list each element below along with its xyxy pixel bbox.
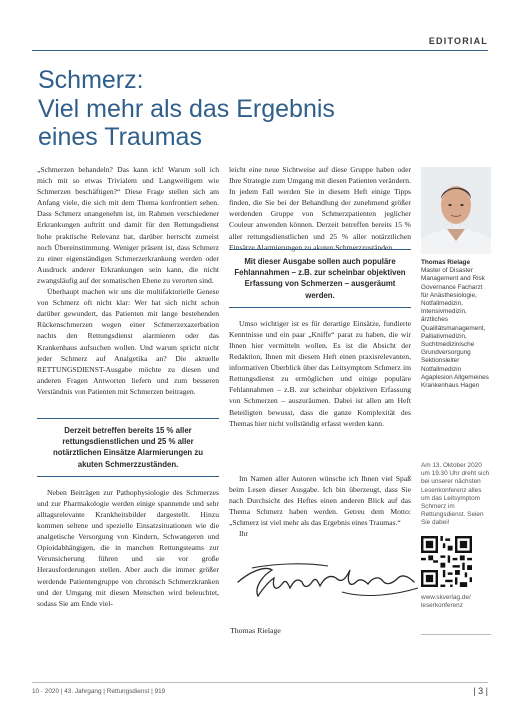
title-line-1: Schmerz: [38, 66, 144, 94]
paragraph: Neben Beiträgen zur Pathophysiologie des Schmerzes und zur Pharmakologie werden einige spannende und sehr alltagsrelevante Krankheitsbilder dargestellt. Hinzu kommen seltene und spezielle Einsatzsituationen wie die analgetische Versorgung von Kindern, Schwangeren und Opioidabhängigen, die in manchen Rettungsteams zur Verunsicherung führen und sie vor große Herausforderungen stellen. Aber auch die immer größer werdende Patientengruppe von chronisch Schmerzkranken und der Umgang mit diesen Menschen wird beleuchtet, sodass Sie am Ende viel- [37, 487, 219, 608]
article-column-2 [229, 164, 411, 539]
section-label: EDITORIAL [428, 36, 488, 46]
closing-word: Ihr [239, 529, 248, 539]
qr-code[interactable] [421, 536, 472, 587]
footer-issue-info: 10 · 2020 | 43. Jahrgang | Rettungsdienst | 919 [32, 688, 166, 695]
title-line-2: Viel mehr als das Ergebnis [38, 94, 335, 123]
pull-quote: Mit dieser Ausgabe sollen auch populäre Fehlannahmen – z.B. zur scheinbar objektiven Erfassung von Schmerzen – ausgeräumt werden. [229, 249, 411, 308]
bio-name: Thomas Rielage [421, 259, 471, 266]
paragraph: leicht eine neue Sichtweise auf diese Gruppe haben oder Ihre Strategie zum Umgang mit diesen Patienten verändern. In jedem Fall werden Sie in diesem Heft einige Tipps finden, die Sie bei der Behandlung der zunehmend größer werdenden Gruppe von Schmerzpatienten jeglicher Couleur anwenden können. Derzeit betreffen bereits 15 % aller rettungsdienstlichen und 25 % aller notärztlichen Einsätze Alarmierungen zu akuten Schmerzzuständen. [229, 165, 411, 252]
paragraph: Überhaupt machen wir uns die multifaktorielle Genese von Schmerz oft nicht klar: Wer hat sich nicht schon darüber gewundert, das Patienten mit lange bestehenden Rückenschmerzen wegen einer Schmerzexazerbation nachts den Rettungsdienst alarmieren oder das Krankenhaus aufsuchen wollen. Und warum spricht nicht jeder Schmerz auf Analgetika an? Die aktuelle RETTUNGSDIENST-Ausgabe möchte zu diesen und anderen Fragen Antworten liefern und zum besseren Verständnis von Patienten mit Schmerzen beitragen. [37, 287, 219, 396]
title-line-3: eines Traumas [38, 123, 202, 151]
handwritten-signature [232, 548, 422, 608]
reader-conference-link[interactable]: www.skverlag.de/ leserkonferenz [421, 594, 471, 610]
footer-rule [32, 682, 488, 683]
header-rule [32, 50, 488, 51]
page-number: | 3 | [473, 686, 488, 696]
author-bio [421, 259, 491, 390]
author-name: Thomas Rielage [230, 626, 281, 635]
paragraph: Im Namen aller Autoren wünsche ich Ihnen viel Spaß beim Lesen dieser Ausgabe. Ich bin überzeugt, dass Sie nach Durchsicht des Heftes einen anderen Blick auf das Thema Schmerz haben werden. Getreu dem Motto: „Schmerz ist viel mehr als das Ergebnis eines Traumas.“ [229, 473, 411, 528]
sidebar-divider [421, 634, 491, 635]
page-title [38, 66, 478, 152]
pull-quote: Derzeit betreffen bereits 15 % aller rettungsdienstlichen und 25 % aller notärztlichen Einsätze Alarmierungen zu akuten Schmerzzuständen. [37, 418, 219, 477]
paragraph: Umso wichtiger ist es für derartige Einsätze, fundierte Kenntnisse und ein paar „Kniffe“ parat zu haben, die wir Ihnen hier vermitteln wollen. Es ist die Absicht der Redaktion, Ihnen mit diesem Heft einen praxisrelevanten, informativen Überblick über das Leitsymptom Schmerz im Rettungsdienst zu ermöglichen und einige populäre Fehlannahmen – z.B. zur scheinbar objektiven Erfassung von Schmerzen – auszuräumen. Dabei ist allen am Heft Beteiligten bewusst, dass die ganze Komplexität des Themas hier nicht vollständig erfasst werden kann. [229, 318, 411, 428]
article-column-1 [37, 164, 219, 609]
paragraph: „Schmerzen behandeln? Das kann ich! Warum soll ich mich mit so etwas Trivialem und Langweiligem wie Schmerzen beschäftigen?“ Diese Frage stellen sich am Anfang viele, die sich mit dem Thema konfrontiert sehen. Dass Schmerz unangenehm ist, im Rahmen verschiedener Erkrankungen auftritt und damit für den Rettungsdienst hohe praktische Relevanz hat, darüber herrscht zumeist noch Übereinstimmung. Weniger präsent ist, dass Schmerz zu einer eigenständigen Schmerzerkrankung werden oder Ausdruck anderer Erkrankungen sein kann, die nicht zwangsläufig auf der somatischen Ebene zu verorten sind. [37, 165, 219, 285]
author-photo [421, 167, 491, 254]
bio-text: Master of Disaster Management and Risk Governance Facharzt für Anästhesiologie, Notfallmedizin, Intensivmedizin, ärztliches Qualitätsmanagement, Palliativmedizin, Suchtmedizinische Grundversorgung Sektionsleiter Notfallmedizin Agaplesion Allgemeines Krankenhaus Hagen [421, 267, 489, 390]
event-notice: Am 13. Oktober 2020 um 19.30 Uhr dreht sich bei unserer nächsten Lesenkonferenz alles um das Leitsymptom Schmerz im Rettungsdienst. Seien Sie dabei! [421, 462, 490, 527]
